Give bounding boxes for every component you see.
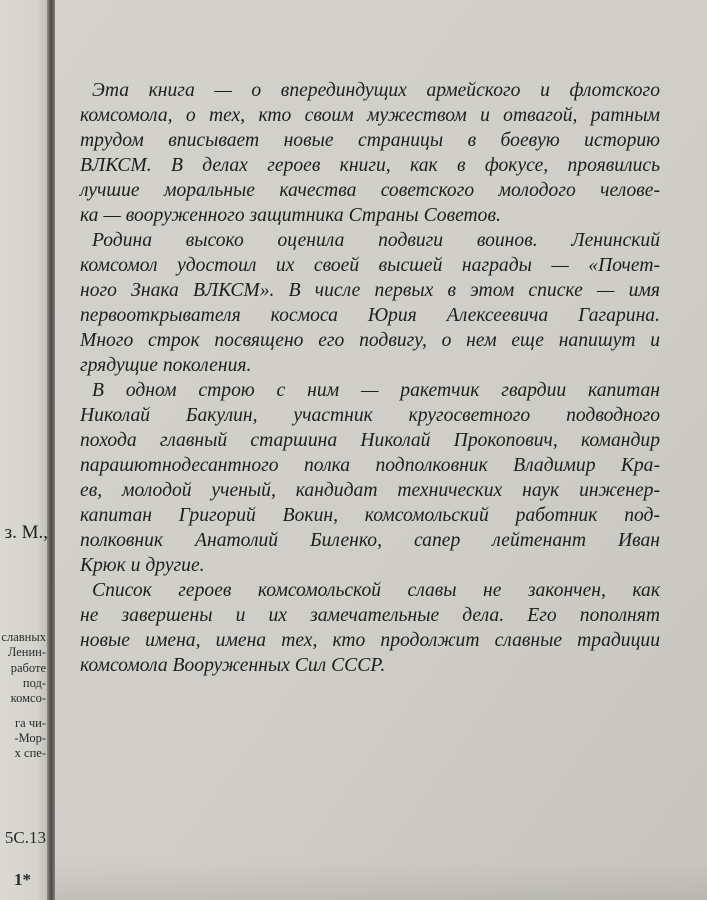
text-line: Крюк и другие. <box>80 555 205 576</box>
paragraph <box>80 228 660 378</box>
text-line: ного Знака ВЛКСМ». В числе первых в этом списке — имя <box>80 280 660 301</box>
text-line: Родина высоко оценила подвиги воинов. Ленинский <box>92 230 660 251</box>
text-line: полковник Анатолий Биленко, сапер лейтенант Иван <box>80 530 660 551</box>
text-line: новые имена, имена тех, кто продолжит славные традиции <box>80 630 660 651</box>
left-page-fragment: славных <box>1 630 46 644</box>
left-page-fragment: под- <box>22 676 46 690</box>
left-page-fragment: з. М., <box>4 522 48 543</box>
left-page-fragment: х спе- <box>14 746 46 760</box>
text-line: Николай Бакулин, участник кругосветного подводного <box>80 405 660 426</box>
text-line: ка — вооруженного защитника Страны Советов. <box>80 205 501 226</box>
paragraph <box>80 378 660 578</box>
text-line: Много строк посвящено его подвигу, о нем еще напишут и <box>80 330 660 351</box>
text-line: Список героев комсомольской славы не закончен, как <box>92 580 660 601</box>
text-line: комсомол удостоил их своей высшей награды — «Почет- <box>80 255 660 276</box>
preface-text <box>80 78 660 678</box>
left-page-fragment: га чи- <box>15 716 46 730</box>
text-line: похода главный старшина Николай Прокопович, командир <box>80 430 660 451</box>
paragraph <box>80 78 660 228</box>
text-line: комсомола Вооруженных Сил СССР. <box>80 655 386 676</box>
text-line: трудом вписывает новые страницы в боевую историю <box>80 130 660 151</box>
text-line: В одном строю с ним — ракетчик гвардии капитан <box>92 380 660 401</box>
text-line: грядущие поколения. <box>80 355 252 376</box>
left-page-fragment: комсо- <box>10 691 46 705</box>
text-line: первооткрывателя космоса Юрия Алексеевича Гагарина. <box>80 305 660 326</box>
signature-mark: 1* <box>14 870 31 889</box>
left-page-fragment: работе <box>10 661 46 675</box>
text-line: комсомола, о тех, кто своим мужеством и отвагой, ратным <box>80 105 660 126</box>
text-line: капитан Григорий Вокин, комсомольский работник под- <box>80 505 660 526</box>
page-shadow <box>55 860 707 900</box>
left-page <box>0 0 52 900</box>
left-page-code: 5С.13 <box>4 828 46 847</box>
left-page-fragment: -Мор- <box>14 731 46 745</box>
paragraph <box>80 578 660 678</box>
text-line: парашютнодесантного полка подполковник Владимир Кра- <box>80 455 660 476</box>
text-line: не завершены и их замечательные дела. Его пополнят <box>80 605 660 626</box>
text-line: Эта книга — о вперединдущих армейского и флотского <box>92 80 660 101</box>
left-page-fragment: Ленин- <box>7 645 46 659</box>
text-line: ев, молодой ученый, кандидат технических наук инженер- <box>80 480 660 501</box>
text-line: ВЛКСМ. В делах героев книги, как в фокусе, проявились <box>80 155 660 176</box>
text-line: лучшие моральные качества советского молодого челове- <box>80 180 660 201</box>
